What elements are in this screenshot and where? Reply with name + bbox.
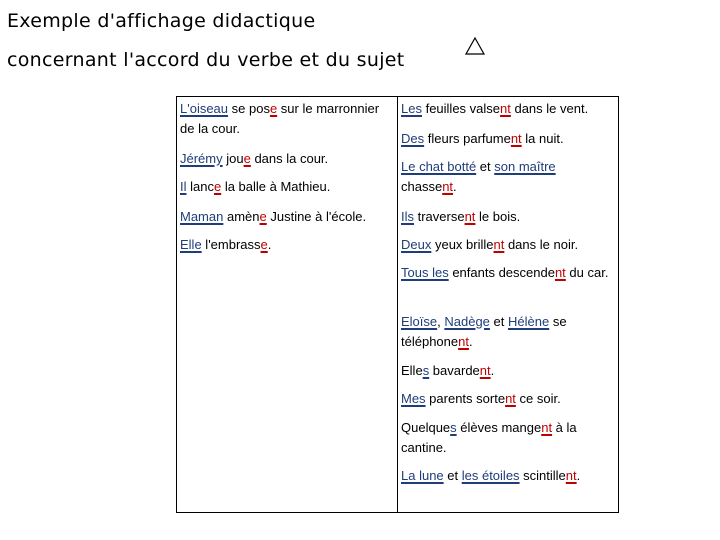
subject-text: Tous les xyxy=(401,265,449,280)
subject-text: Mes xyxy=(401,391,426,406)
sentence-text: amèn xyxy=(223,209,260,224)
subject-text: Deux xyxy=(401,237,432,252)
subject-text: Jérémy xyxy=(180,151,223,166)
verb-ending-text: nt xyxy=(493,237,505,252)
verb-ending-text: e xyxy=(243,151,251,166)
sentence-text: la nuit. xyxy=(521,131,564,146)
subject-text: Il xyxy=(180,179,187,194)
verb-ending-text: nt xyxy=(554,265,566,280)
example-sentence xyxy=(401,389,613,409)
sentence-text: feuilles valse xyxy=(421,101,501,116)
verb-ending-text: nt xyxy=(464,209,476,224)
sentence-text: enfants descende xyxy=(448,265,555,280)
sentence-text: parents sorte xyxy=(425,391,506,406)
verb-ending-text: e xyxy=(213,179,222,194)
example-sentence xyxy=(401,207,613,227)
sentence-text: ce soir. xyxy=(515,391,561,406)
title-line-1: Exemple d'affichage didactique xyxy=(7,10,316,32)
sentence-text: scintille xyxy=(519,468,566,483)
verb-ending-text: nt xyxy=(479,363,491,378)
sentence-text: élèves mange xyxy=(456,420,542,435)
verb-ending-text: nt xyxy=(541,420,553,435)
verb-ending-text: nt xyxy=(500,101,511,116)
verb-ending-text: e xyxy=(260,237,268,252)
example-sentence xyxy=(401,157,613,197)
verb-ending-text: nt xyxy=(510,131,522,146)
sentence-text: le bois. xyxy=(475,209,521,224)
sentence-text: dans la cour. xyxy=(250,151,329,166)
example-sentence xyxy=(180,207,392,227)
sentence-text: , xyxy=(437,314,445,329)
example-sentence xyxy=(401,361,613,381)
sentence-text: Quelque xyxy=(401,420,451,435)
subject-text: Eloïse xyxy=(401,314,438,329)
sentence-text: fleurs parfume xyxy=(424,131,511,146)
sentence-text: . xyxy=(267,237,272,252)
verb-ending-text: nt xyxy=(565,468,577,483)
sentence-text: et xyxy=(476,159,495,174)
subject-text: Ils xyxy=(401,209,414,224)
sentence-text: dans le noir. xyxy=(504,237,579,252)
verb-ending-text: nt xyxy=(505,391,516,406)
sentence-text: traverse xyxy=(414,209,465,224)
sentence-text: . xyxy=(468,334,473,349)
sentence-text: chasse xyxy=(401,159,560,194)
verb-ending-text: nt xyxy=(442,179,454,194)
subject-text: Elle xyxy=(180,237,202,252)
sentence-text: se pos xyxy=(228,101,270,116)
subject-text: Nadège xyxy=(444,314,490,329)
example-sentence xyxy=(401,263,613,283)
sentence-text: sur le marronnier de la cour. xyxy=(180,101,383,136)
sentence-text: jou xyxy=(222,151,244,166)
example-sentence xyxy=(401,312,613,352)
subject-text: Des xyxy=(401,131,425,146)
triangle-outline-icon xyxy=(464,36,486,56)
sentence-text: . xyxy=(576,468,581,483)
sentence-text: lanc xyxy=(186,179,214,194)
sentence-text: . xyxy=(453,179,457,194)
subject-text: Maman xyxy=(180,209,224,224)
verb-ending-text: nt xyxy=(458,334,469,349)
sentence-text: se téléphone xyxy=(401,314,571,349)
verb-ending-text: e xyxy=(269,101,278,116)
subject-text: Le chat botté xyxy=(401,159,477,174)
column-divider xyxy=(397,97,398,512)
subject-text: L'oiseau xyxy=(180,101,229,116)
example-sentence xyxy=(180,177,392,197)
subject-text: les étoiles xyxy=(461,468,520,483)
subject-text: son maître xyxy=(494,159,556,174)
subject-text: Hélène xyxy=(508,314,550,329)
example-sentence xyxy=(180,149,392,169)
example-sentence xyxy=(180,235,392,255)
example-sentence xyxy=(401,99,613,119)
example-sentence xyxy=(180,99,392,139)
sentence-text: la balle à Mathieu. xyxy=(221,179,331,194)
sentence-text: Elle xyxy=(401,363,423,378)
subject-text: La lune xyxy=(401,468,444,483)
sentence-text: yeux brille xyxy=(431,237,494,252)
example-sentence xyxy=(401,418,613,458)
subject-text: s xyxy=(450,420,457,435)
sentence-text: bavarde xyxy=(429,363,480,378)
sentence-text: Justine à l'école. xyxy=(266,209,367,224)
sentence-text: du car. xyxy=(565,265,609,280)
verb-ending-text: e xyxy=(259,209,267,224)
example-sentence xyxy=(401,466,613,486)
sentence-text: l'embrass xyxy=(201,237,261,252)
subject-text: Les xyxy=(401,101,422,116)
sentence-text: et xyxy=(489,314,508,329)
sentence-text: dans le vent. xyxy=(510,101,589,116)
sentence-text: et xyxy=(443,468,462,483)
title-line-2: concernant l'accord du verbe et du sujet xyxy=(7,49,405,71)
sentence-text: à la cantine. xyxy=(401,420,581,455)
subject-text: s xyxy=(422,363,430,378)
sentence-text: . xyxy=(490,363,495,378)
example-sentence xyxy=(401,129,613,149)
example-sentence xyxy=(401,235,613,255)
examples-table xyxy=(176,96,619,513)
